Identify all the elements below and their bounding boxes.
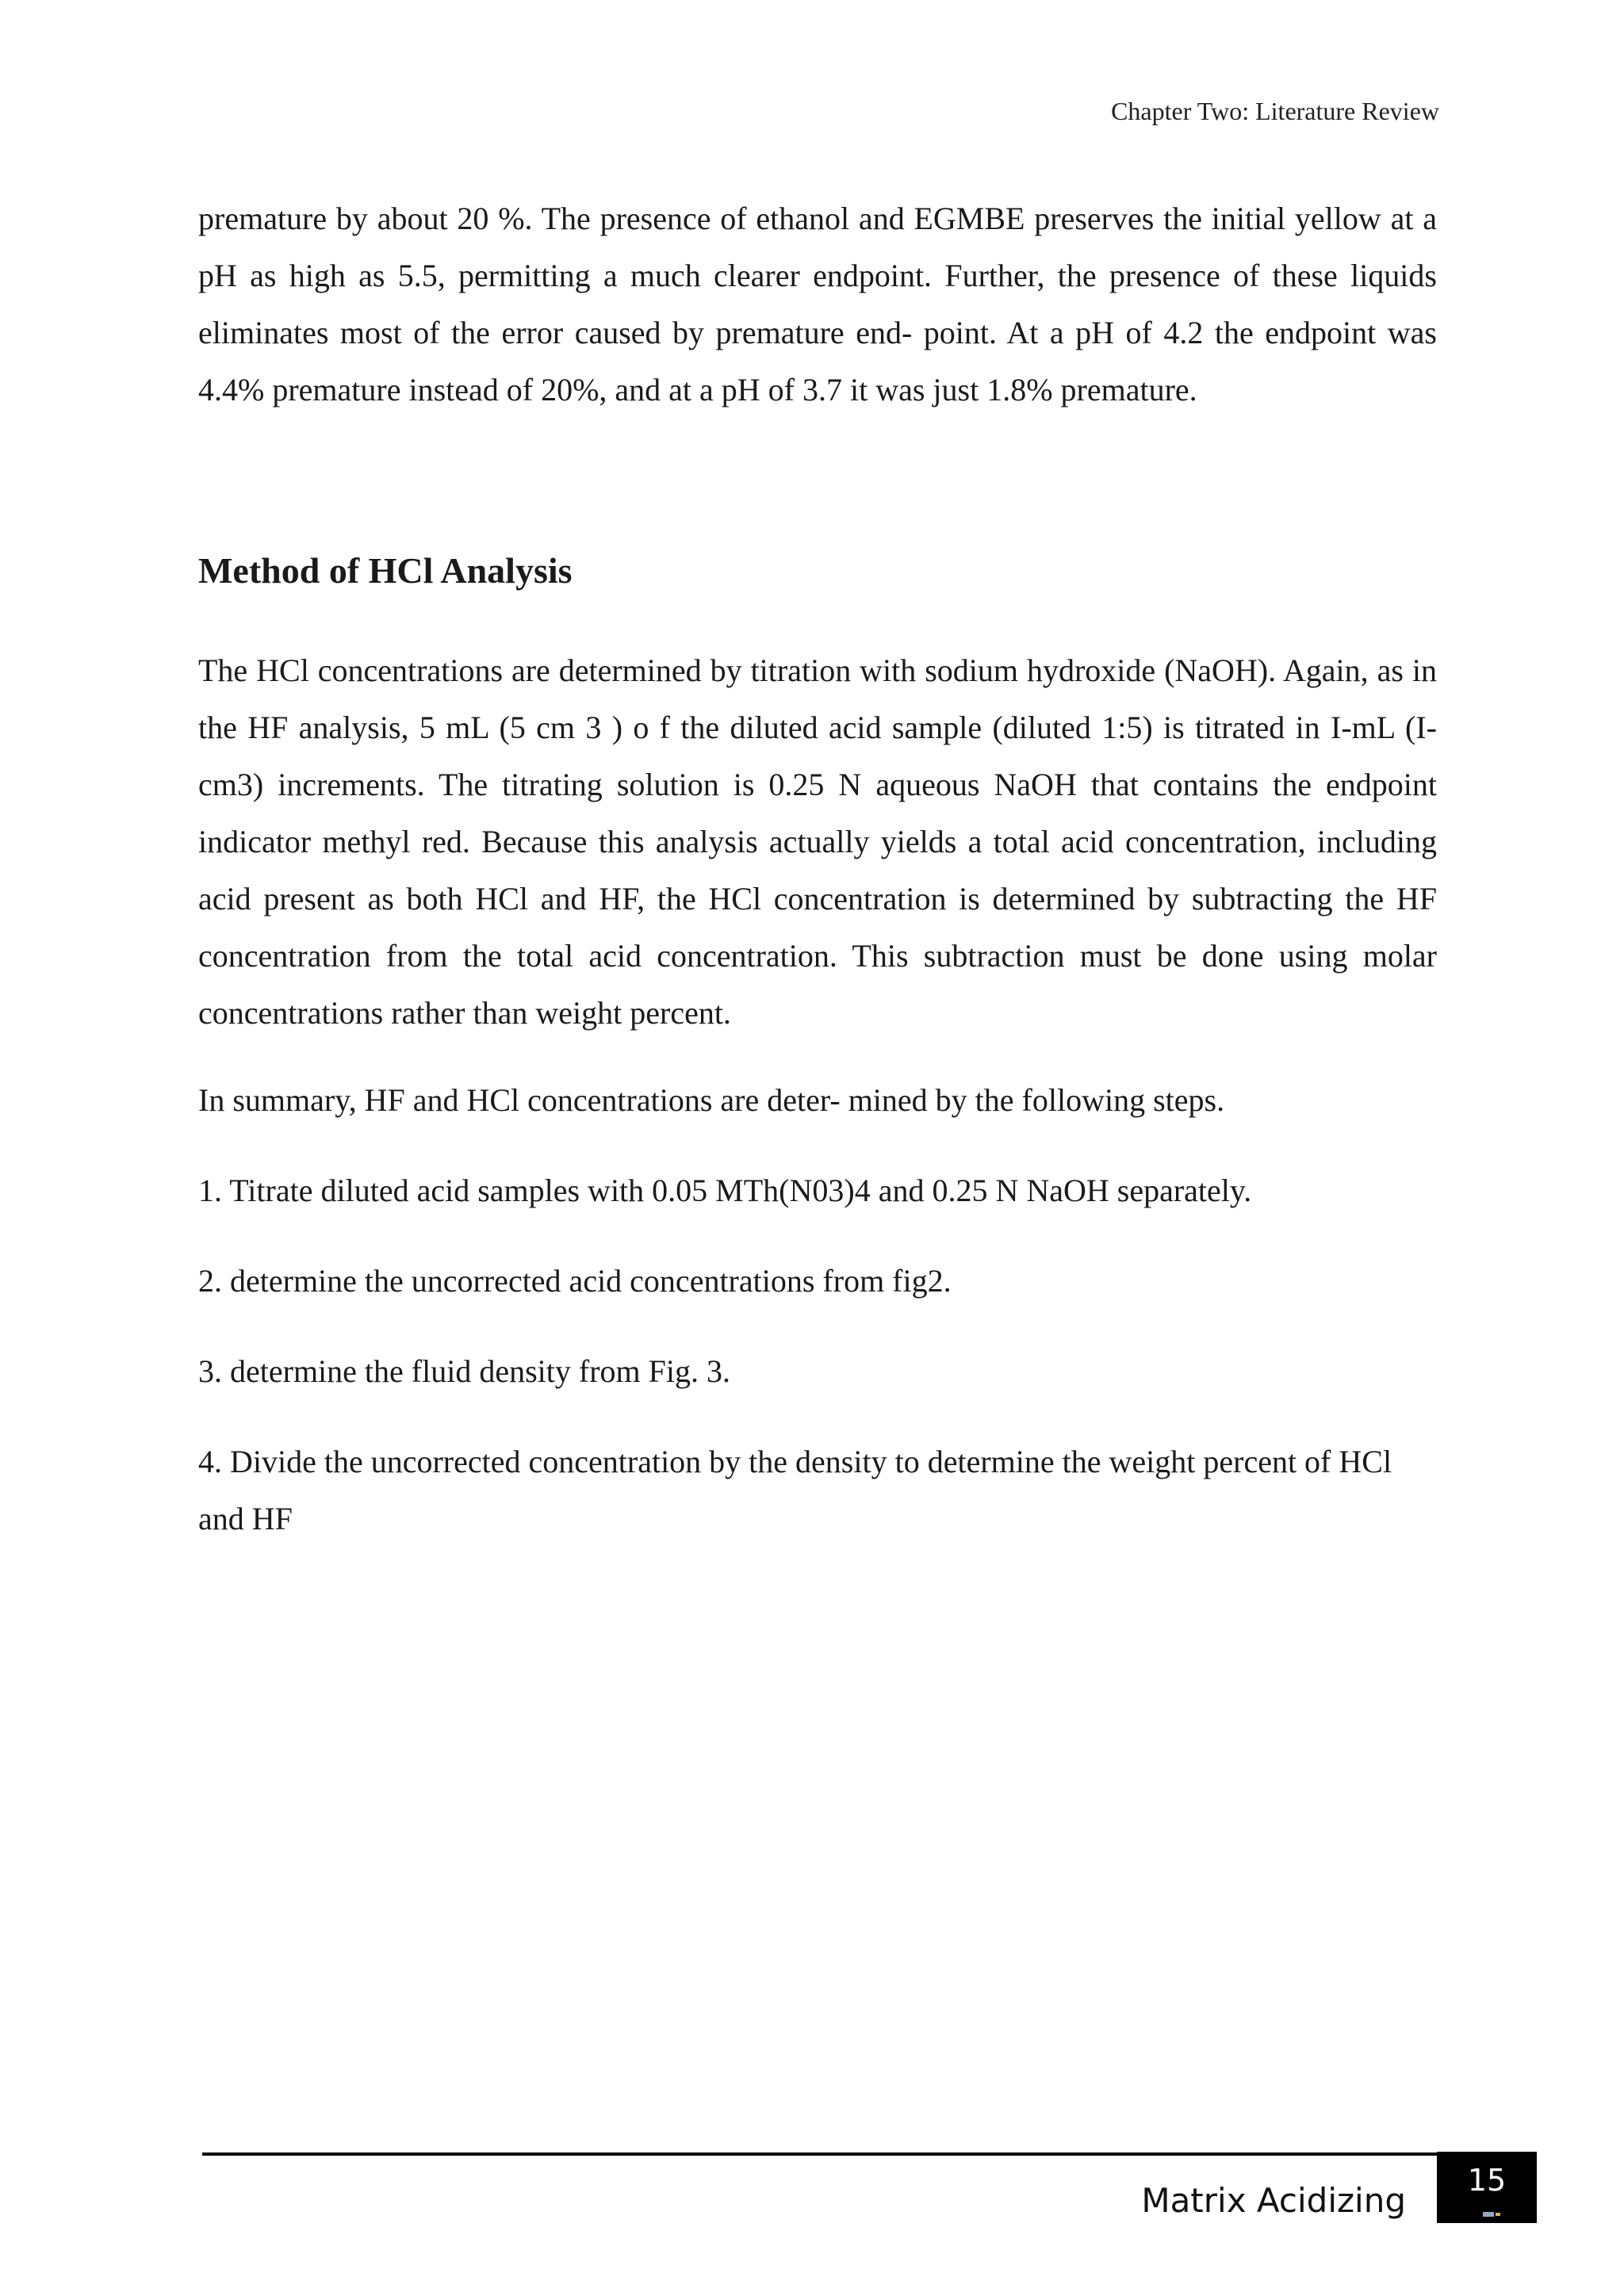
footer-title: Matrix Acidizing: [1141, 2181, 1406, 2220]
paragraph-summary-intro: In summary, HF and HCl concentrations are deter- mined by the following steps.: [198, 1082, 1225, 1118]
step-item: 2. determine the uncorrected acid concentrations from fig2.: [198, 1263, 952, 1299]
decorative-mark-icon: [1481, 2209, 1502, 2220]
step-item: 4. Divide the uncorrected concentration by the density to determine the weight percent of HCl and HF: [198, 1444, 1392, 1536]
step-item: 1. Titrate diluted acid samples with 0.05 MTh(N03)4 and 0.25 N NaOH separately.: [198, 1173, 1252, 1208]
paragraph-premature-endpoint: premature by about 20 %. The presence of ethanol and EGMBE preserves the initial yellow at a pH as high as 5.5, permitting a much clearer endpoint. Further, the presence of these liquids eliminates most of the error caused by premature end- point. At a pH of 4.2 the endpoint was 4.4% premature instead of 20%, and at a pH of 3.7 it was just 1.8% premature.: [198, 201, 1437, 408]
running-header: Chapter Two: Literature Review: [1111, 97, 1439, 125]
paragraph-hcl-titration: The HCl concentrations are determined by titration with sodium hydroxide (NaOH). Again, as in the HF analysis, 5 mL (5 cm 3 ) o f the diluted acid sample (diluted 1:5) is titrated in I-mL (I-cm3) increments. The titrating solution is 0.25 N aqueous NaOH that contains the endpoint indicator methyl red. Because this analysis actually yields a total acid concentration, including acid present as both HCl and HF, the HCl concentration is determined by subtracting the HF concentration from the total acid concentration. This subtraction must be done using molar concentrations rather than weight percent.: [198, 652, 1437, 1031]
section-heading: Method of HCl Analysis: [198, 550, 573, 591]
step-item: 3. determine the fluid density from Fig. 3.: [198, 1353, 730, 1389]
footer-rule: [202, 2152, 1439, 2156]
page-number: 15: [1467, 2163, 1507, 2198]
